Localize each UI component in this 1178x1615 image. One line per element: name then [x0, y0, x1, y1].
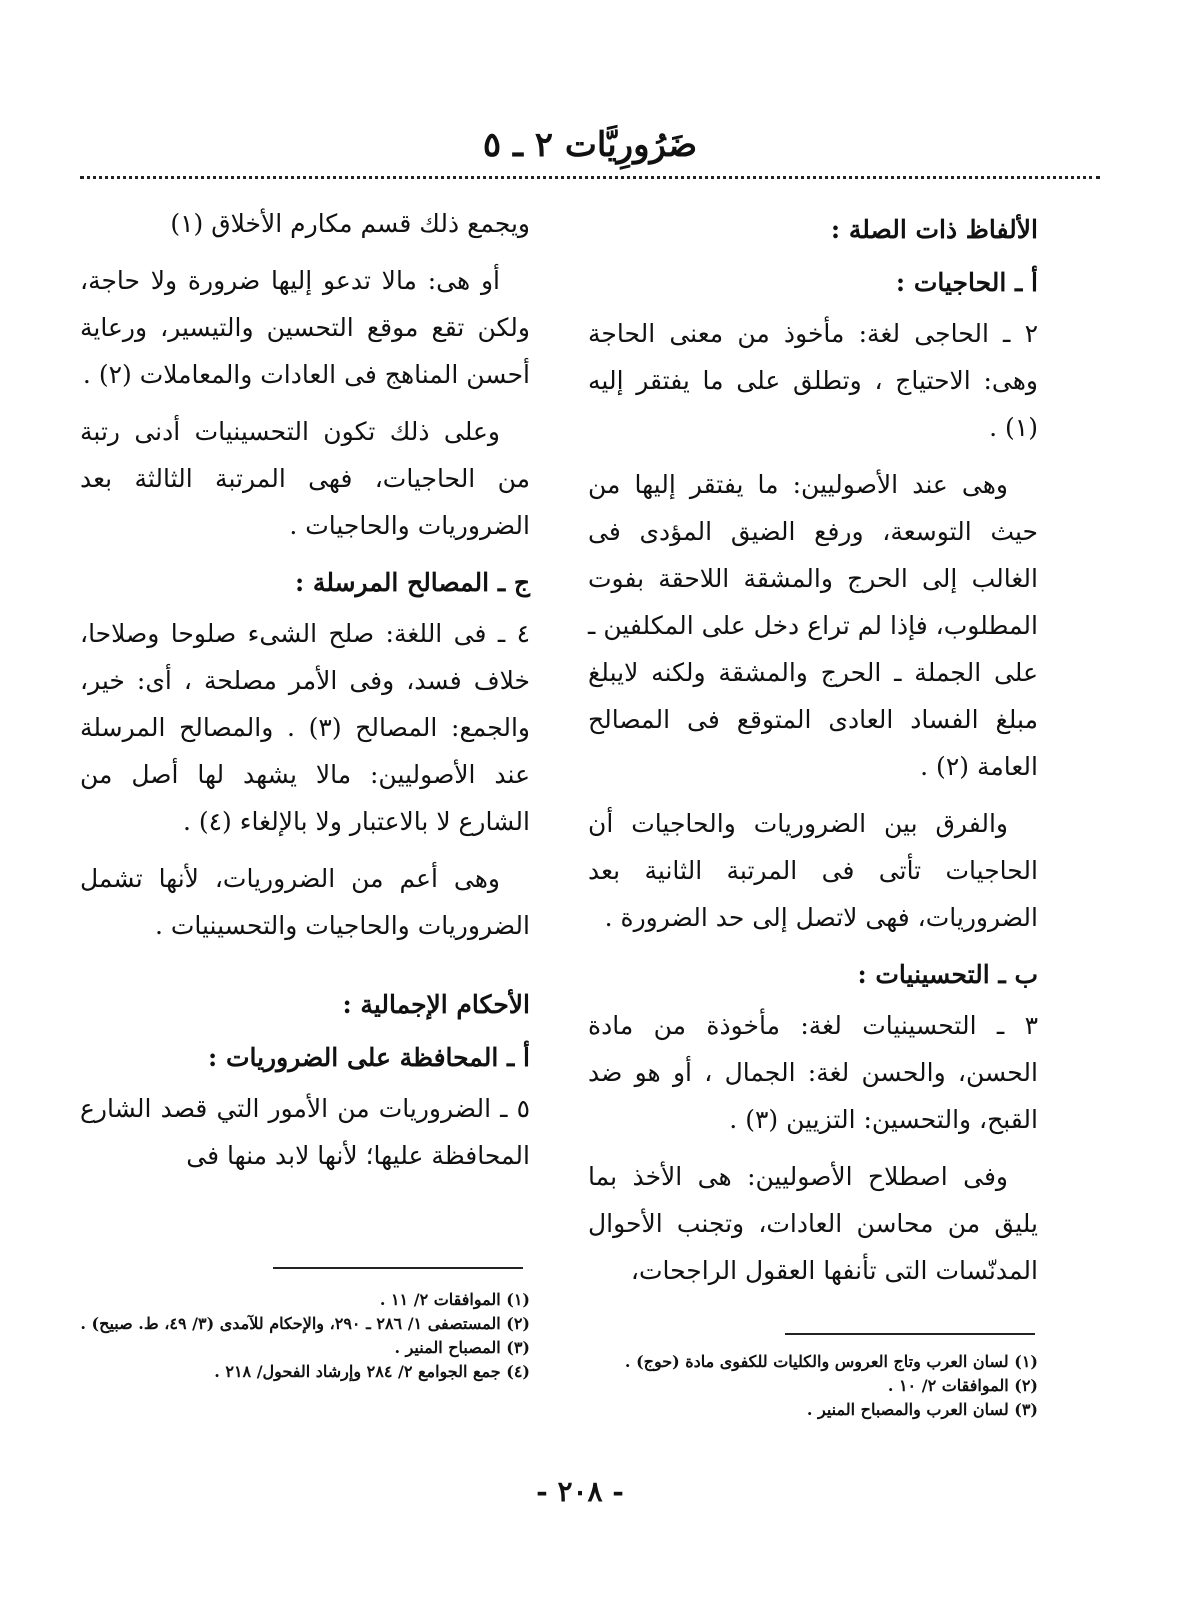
paragraph-tahsiniyat-definition: ٣ ـ التحسينيات لغة: مأخوذة من مادة الحسن، والحسن لغة: الجمال ، أو هو ضد القبح، والتحسين: التزيين (٣) .	[588, 1011, 1038, 1134]
paragraph-makarim: ويجمع ذلك قسم مكارم الأخلاق (١)	[170, 209, 530, 238]
footnotes-right	[588, 1350, 1038, 1422]
paragraph-hajiyat-difference: والفرق بين الضروريات والحاجيات أن الحاجيات تأتى فى المرتبة الثانية بعد الضروريات، فهى لاتصل إلى حد الضرورة .	[588, 809, 1038, 932]
paragraph-hajiyat-definition: ٢ ـ الحاجى لغة: مأخوذ من معنى الحاجة وهى: الاحتياج ، وتطلق على ما يفتقر إليه (١) .	[588, 319, 1038, 442]
subheading-tahsiniyat: ب ـ التحسينيات :	[857, 960, 1038, 989]
footnote: (١) لسان العرب وتاج العروس والكليات للكفوى مادة (حوج) .	[624, 1352, 1038, 1371]
paragraph-preservation: ٥ ـ الضروريات من الأمور التي قصد الشارع المحافظة عليها؛ لأنها لابد منها فى	[80, 1094, 530, 1170]
footnote: (١) الموافقات ٢/ ١١ .	[379, 1290, 530, 1309]
subheading-preservation: أ ـ المحافظة على الضروريات :	[208, 1043, 530, 1072]
section-heading-general-rulings: الأحكام الإجمالية :	[342, 990, 530, 1019]
subheading-masalih-mursala: ج ـ المصالح المرسلة :	[294, 568, 530, 597]
left-column	[80, 200, 530, 1189]
paragraph-tahsiniyat-usul: وفى اصطلاح الأصوليين: هى الأخذ بما يليق من محاسن العادات، وتجنب الأحوال المدنّسات التى تأنفها العقول الراجحات،	[588, 1162, 1038, 1285]
footnote: (٢) الموافقات ٢/ ١٠ .	[887, 1376, 1038, 1395]
paragraph-masalih-scope: وهى أعم من الضروريات، لأنها تشمل الضروريات والحاجيات والتحسينيات .	[80, 864, 530, 940]
paragraph-hajiyat-usul: وهى عند الأصوليين: ما يفتقر إليها من حيث التوسعة، ورفع الضيق المؤدى فى الغالب إلى الحرج والمشقة اللاحقة بفوت المطلوب، فإذا لم تراع دخل على المكلفين ـ على الجملة ـ الحرج والمشقة ولكنه لايبلغ مبلغ الفساد العادى المتوقع فى المصالح العامة (٢) .	[588, 470, 1038, 781]
footnote: (٣) المصباح المنير .	[394, 1338, 530, 1357]
paragraph-tahsiniyat-alt: أو هى: مالا تدعو إليها ضرورة ولا حاجة، ولكن تقع موقع التحسين والتيسير، ورعاية أحسن المناهج فى العادات والمعاملات (٢) .	[80, 266, 530, 389]
footnotes-left	[80, 1288, 530, 1384]
footnote-rule-left	[273, 1267, 523, 1269]
paragraph-rank: وعلى ذلك تكون التحسينيات أدنى رتبة من الحاجيات، فهى المرتبة الثالثة بعد الضروريات والحاجيات .	[80, 417, 530, 540]
paragraph-masalih-definition: ٤ ـ فى اللغة: صلح الشىء صلوحا وصلاحا، خلاف فسد، وفى الأمر مصلحة ، أى: خير، والجمع: المصالح (٣) . والمصالح المرسلة عند الأصوليين: مالا يشهد لها أصل من الشارع لا بالاعتبار ولا بالإلغاء (٤) .	[80, 619, 531, 836]
section-heading-related-terms: الألفاظ ذات الصلة :	[830, 215, 1038, 244]
header-dotted-rule	[80, 176, 1100, 179]
footnote: (٣) لسان العرب والمصباح المنير .	[806, 1400, 1038, 1419]
page-number: - ٢٠٨ -	[536, 1475, 624, 1508]
footnote: (٢) المستصفى ١/ ٢٨٦ ـ ٢٩٠، والإحكام للآمدى (٣/ ٤٩، ط. صبيح) .	[80, 1314, 530, 1333]
page-title: ضَرُورِيَّات ٢ ـ ٥	[482, 125, 698, 165]
footnote-rule-right	[785, 1333, 1035, 1335]
footnote: (٤) جمع الجوامع ٢/ ٢٨٤ وإرشاد الفحول/ ٢١٨ .	[214, 1362, 530, 1381]
right-column	[588, 200, 1038, 1304]
subheading-hajiyat: أ ـ الحاجيات :	[895, 268, 1038, 297]
